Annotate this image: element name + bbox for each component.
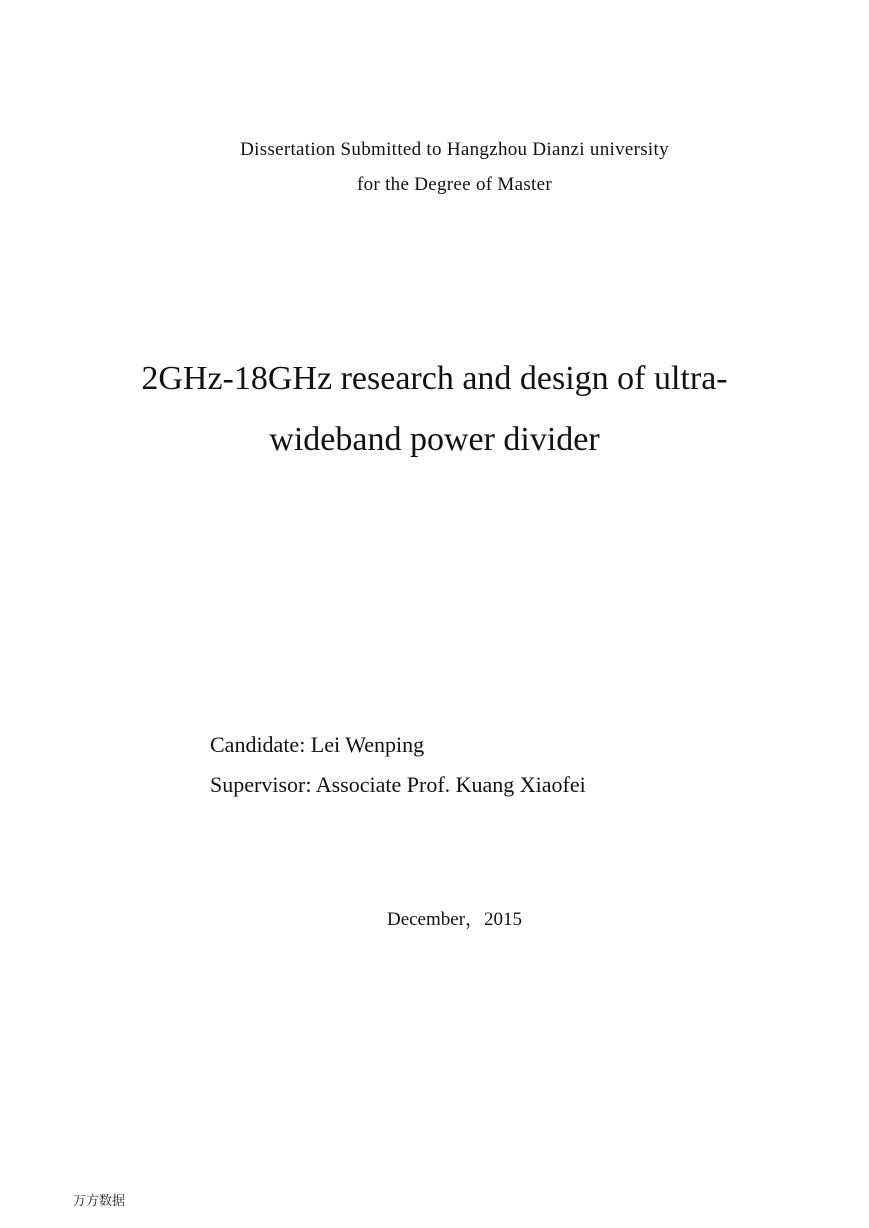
candidate-name: Candidate: Lei Wenping — [210, 732, 425, 757]
submission-statement-line-2: for the Degree of Master — [356, 174, 552, 195]
supervisor-name: Supervisor: Associate Prof. Kuang Xiaofei — [210, 772, 586, 797]
wanfang-watermark: 万方数据 — [73, 1194, 126, 1209]
submission-statement-line-1: Dissertation Submitted to Hangzhou Dianzi university — [240, 139, 669, 160]
thesis-title-line-1: 2GHz-18GHz research and design of ultra- — [141, 360, 728, 397]
submission-date: December，2015 — [386, 909, 523, 930]
thesis-title-line-2: wideband power divider — [269, 421, 600, 458]
